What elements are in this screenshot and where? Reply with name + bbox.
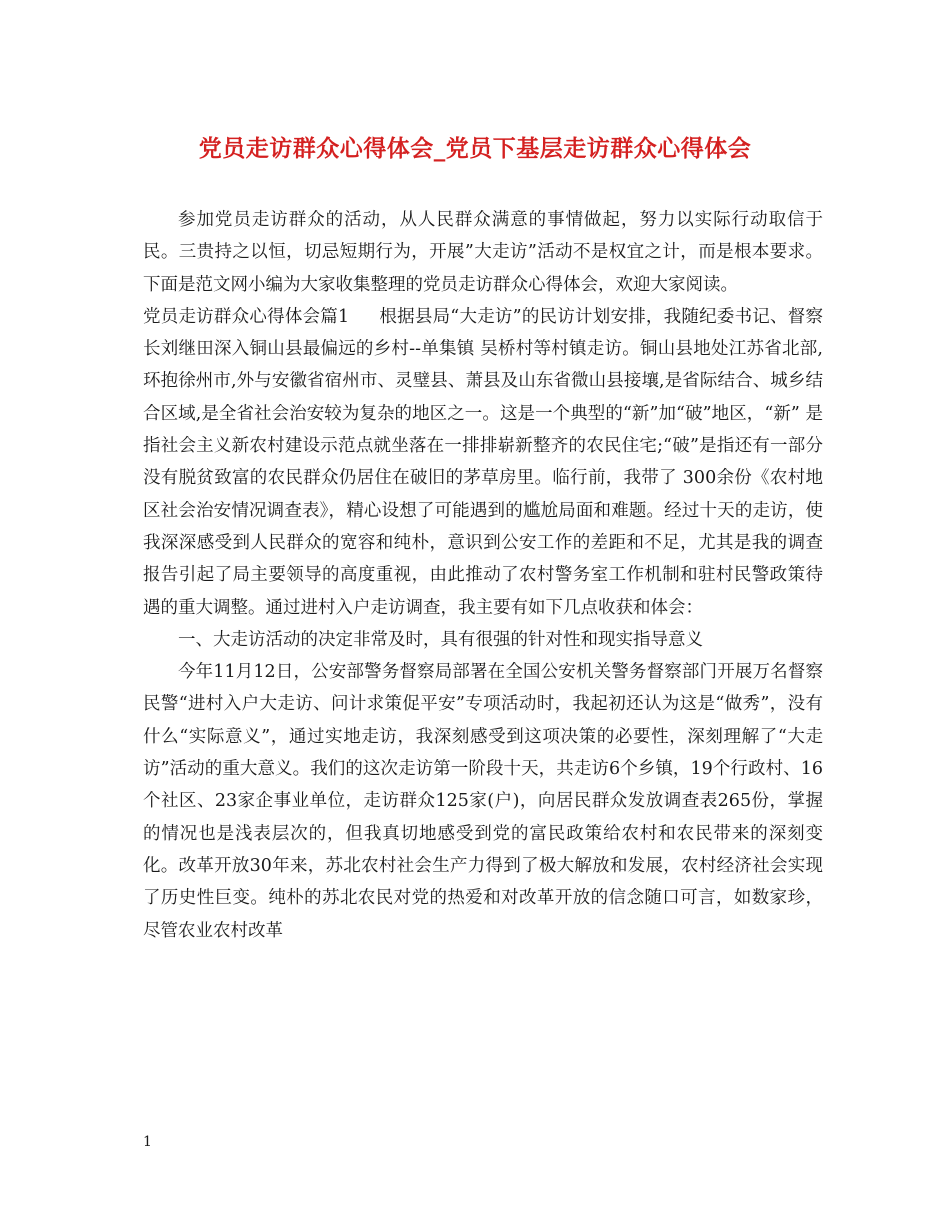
intro-paragraph: 参加党员走访群众的活动，从人民群众满意的事情做起，努力以实际行动取信于民。三贵持之以恒，切忌短期行为，开展”大走访”活动不是权宜之计，而是根本要求。下面是范文网小编为大家收集整理的党员走访群众心得体会，欢迎大家阅读。: [143, 210, 823, 295]
page-number: 1: [143, 1134, 152, 1150]
point1-heading: 一、大走访活动的决定非常及时，具有很强的针对性和现实指导意义: [178, 629, 703, 650]
section1-body: 根据县局“大走访”的民访计划安排，我随纪委书记、督察长刘继田深入铜山县最偏远的乡村--单集镇 吴桥村等村镇走访。铜山县地处江苏省北部,环抱徐州市,外与安徽省宿州市、灵璧县、萧县及山东省微山县接壤,是省际结合、城乡结合区域,是全省社会治安较为复杂的地区之一。这是一个典型的“新”加“破”地区，“新” 是指社会主义新农村建设示范点就坐落在一排排崭新整齐的农民住宅;“破”是指还有一部分没有脱贫致富的农民群众仍居住在破旧的茅草房里。临行前，我带了 300余份《农村地区社会治安情况调查表》，精心设想了可能遇到的尴尬局面和难题。经过十天的走访，使我深深感受到人民群众的宽容和纯朴，意识到公安工作的差距和不足，尤其是我的调查报告引起了局主要领导的高度重视，由此推动了农村警务室工作机制和驻村民警政策待遇的重大调整。通过进村入户走访调查，我主要有如下几点收获和体会：: [143, 306, 823, 618]
document-title: 党员走访群众心得体会_党员下基层走访群众心得体会: [198, 135, 752, 162]
document-body: [143, 204, 823, 947]
section1-paragraph: [143, 301, 823, 624]
point1-paragraph: 今年11月12日，公安部警务督察局部署在全国公安机关警务督察部门开展万名督察民警“进村入户大走访、问计求策促平安”专项活动时，我起初还认为这是“做秀”，没有什么“实际意义”，通过实地走访，我深刻感受到这项决策的必要性，深刻理解了“大走访”活动的重大意义。我们的这次走访第一阶段十天，共走访6个乡镇，19个行政村、16个社区、23家企事业单位，走访群众125家(户)，向居民群众发放调查表265份，掌握的情况也是浅表层次的，但我真切地感受到党的富民政策给农村和农民带来的深刻变化。改革开放30年来，苏北农村社会生产力得到了极大解放和发展，农村经济社会实现了历史性巨变。纯朴的苏北农民对党的热爱和对改革开放的信念随口可言，如数家珍，尽管农业农村改革: [143, 662, 823, 941]
section1-heading: 党员走访群众心得体会篇1: [143, 306, 350, 327]
